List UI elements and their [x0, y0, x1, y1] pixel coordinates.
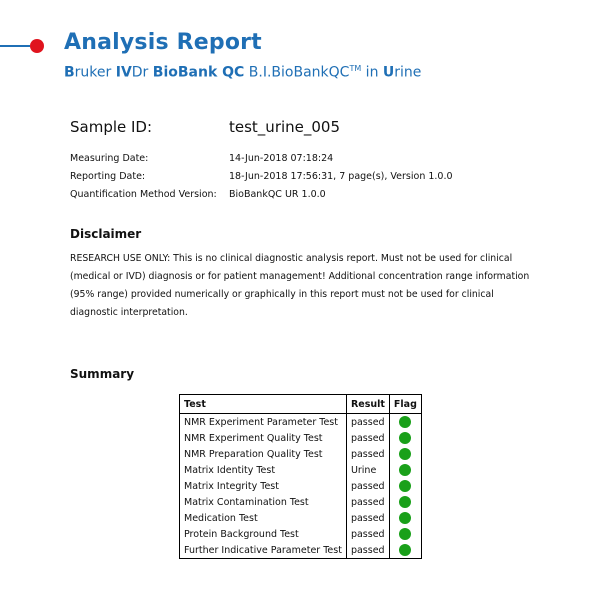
table-row	[180, 478, 422, 494]
test-result-cell: passed	[346, 542, 389, 559]
table-row	[180, 462, 422, 478]
flag-cell	[389, 462, 421, 478]
table-row	[180, 414, 422, 431]
header-marker-dot	[30, 39, 44, 53]
summary-table	[179, 394, 422, 559]
reporting-date-label: Reporting Date:	[70, 171, 146, 182]
table-row	[180, 542, 422, 559]
test-name-cell: NMR Experiment Quality Test	[180, 430, 347, 446]
col-header-test: Test	[180, 395, 347, 414]
sample-id-value: test_urine_005	[229, 118, 341, 136]
table-row	[180, 510, 422, 526]
measuring-date-value: 14-Jun-2018 07:18:24	[229, 153, 334, 164]
status-flag-icon	[399, 544, 411, 556]
test-result-cell: passed	[346, 414, 389, 431]
test-result-cell: passed	[346, 494, 389, 510]
status-flag-icon	[399, 480, 411, 492]
test-result-cell: Urine	[346, 462, 389, 478]
test-name-cell: NMR Experiment Parameter Test	[180, 414, 347, 431]
sample-id-label: Sample ID:	[70, 118, 153, 136]
measuring-date-label: Measuring Date:	[70, 153, 149, 164]
test-name-cell: Further Indicative Parameter Test	[180, 542, 347, 559]
test-name-cell: Matrix Identity Test	[180, 462, 347, 478]
test-result-cell: passed	[346, 430, 389, 446]
flag-cell	[389, 446, 421, 462]
flag-cell	[389, 414, 421, 431]
disclaimer-heading: Disclaimer	[70, 227, 142, 241]
table-row	[180, 494, 422, 510]
status-flag-icon	[399, 448, 411, 460]
test-name-cell: Matrix Contamination Test	[180, 494, 347, 510]
status-flag-icon	[399, 528, 411, 540]
test-result-cell: passed	[346, 446, 389, 462]
flag-cell	[389, 430, 421, 446]
summary-header-row	[180, 395, 422, 414]
flag-cell	[389, 542, 421, 559]
status-flag-icon	[399, 416, 411, 428]
flag-cell	[389, 478, 421, 494]
test-name-cell: Matrix Integrity Test	[180, 478, 347, 494]
method-version-value: BioBankQC UR 1.0.0	[229, 189, 326, 200]
status-flag-icon	[399, 496, 411, 508]
col-header-result: Result	[346, 395, 389, 414]
test-name-cell: NMR Preparation Quality Test	[180, 446, 347, 462]
status-flag-icon	[399, 512, 411, 524]
test-result-cell: passed	[346, 526, 389, 542]
flag-cell	[389, 494, 421, 510]
test-result-cell: passed	[346, 510, 389, 526]
test-name-cell: Protein Background Test	[180, 526, 347, 542]
test-result-cell: passed	[346, 478, 389, 494]
method-version-label: Quantification Method Version:	[70, 189, 217, 200]
status-flag-icon	[399, 432, 411, 444]
report-subtitle: Bruker IVDr BioBank QC B.I.BioBankQC™ in Urine	[64, 64, 422, 81]
table-row	[180, 430, 422, 446]
report-title: Analysis Report	[64, 30, 262, 55]
disclaimer-text: RESEARCH USE ONLY: This is no clinical diagnostic analysis report. Must not be used for clinical (medical or IVD) diagnosis or for patient management! Additional concentration range information (95% range) provided numerically or graphically in this report must not be used for clinical diagnostic interpretation.	[70, 253, 530, 318]
col-header-flag: Flag	[389, 395, 421, 414]
test-name-cell: Medication Test	[180, 510, 347, 526]
reporting-date-value: 18-Jun-2018 17:56:31, 7 page(s), Version 1.0.0	[229, 171, 453, 182]
status-flag-icon	[399, 464, 411, 476]
flag-cell	[389, 510, 421, 526]
header-marker-line	[0, 45, 30, 47]
table-row	[180, 446, 422, 462]
table-row	[180, 526, 422, 542]
summary-heading: Summary	[70, 367, 135, 381]
flag-cell	[389, 526, 421, 542]
